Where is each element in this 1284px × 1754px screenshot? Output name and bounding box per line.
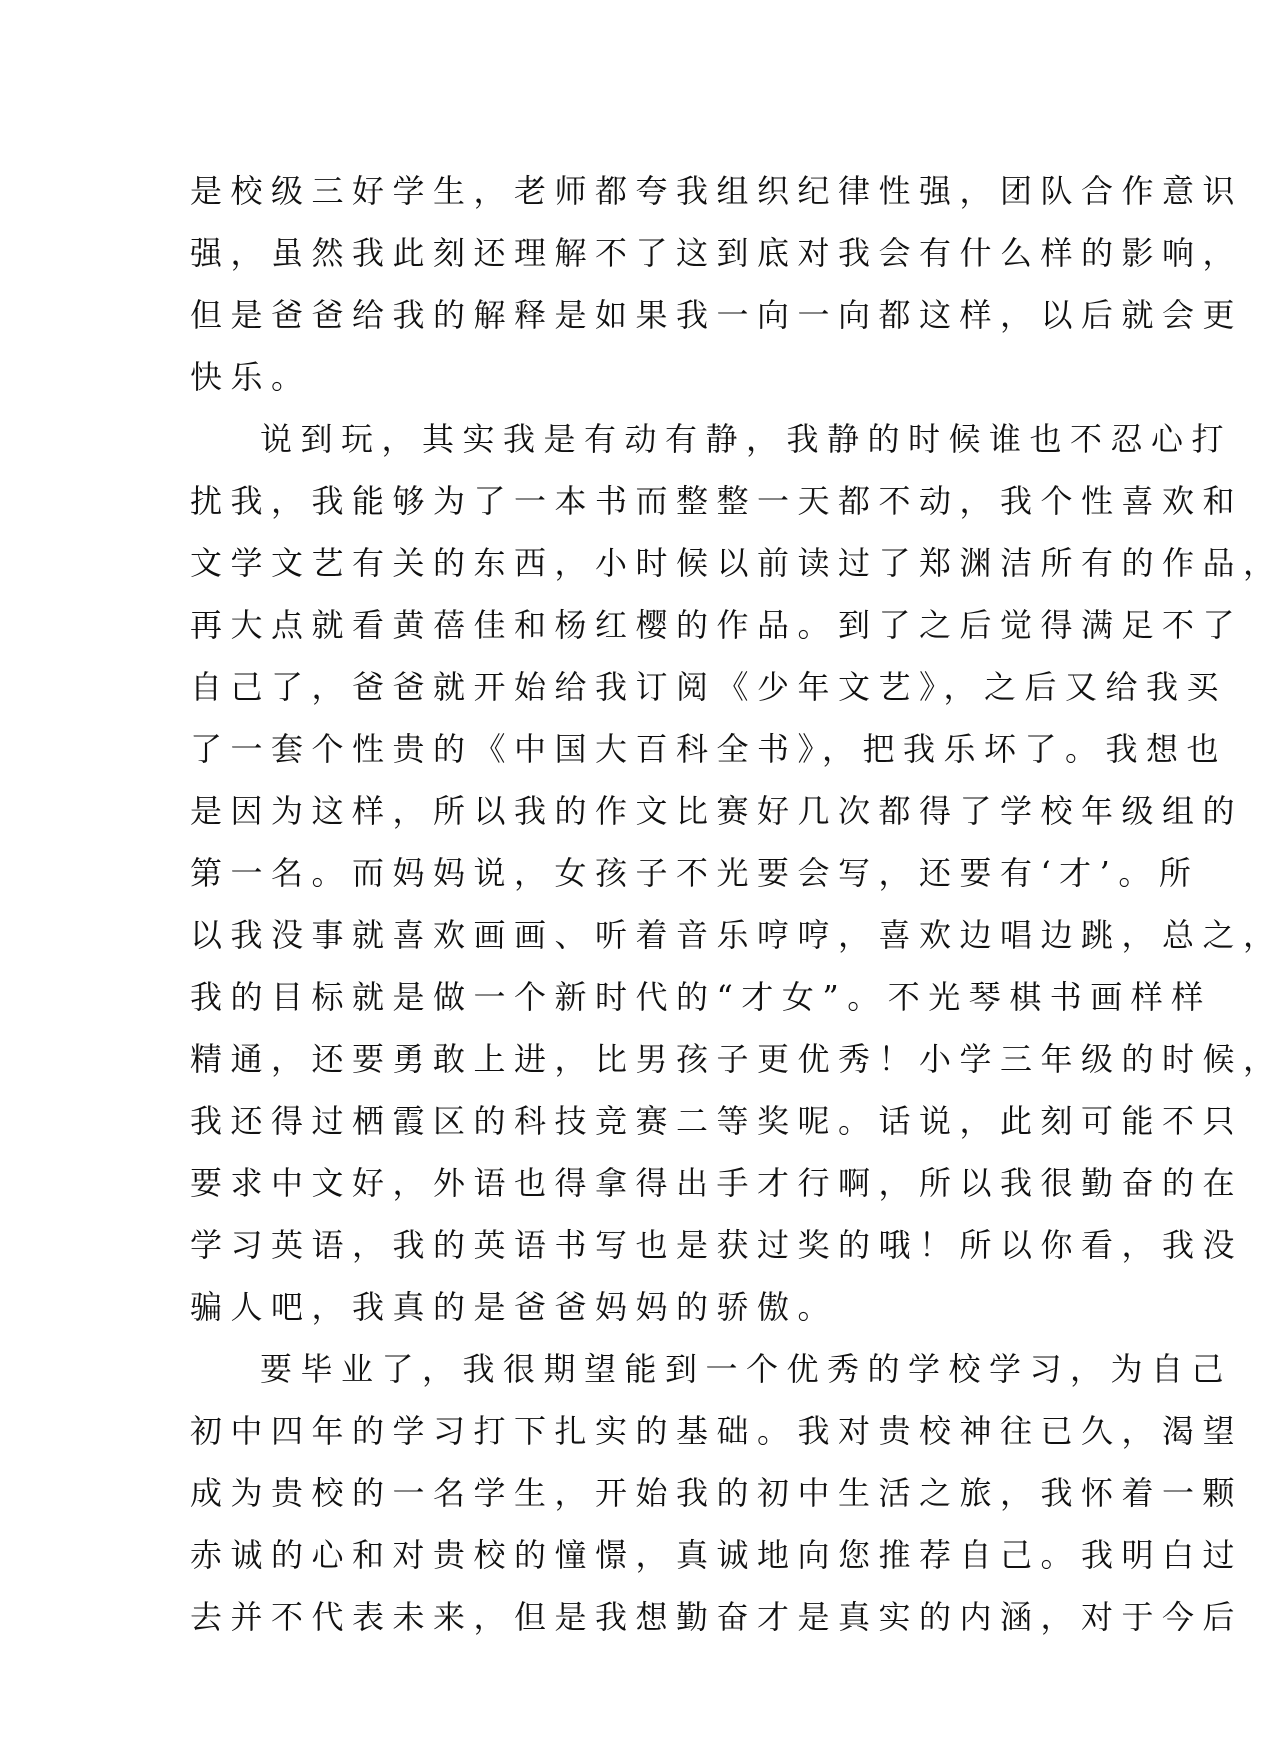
text-line: 说到玩，其实我是有动有静，我静的时候谁也不忍心打 [260, 420, 1233, 458]
text-line: 要毕业了，我很期望能到一个优秀的学校学习，为自己 [260, 1350, 1233, 1388]
text-line: 是校级三好学生，老师都夸我组织纪律性强，团队合作意识 [190, 172, 1244, 210]
text-line: 精通，还要勇敢上进，比男孩子更优秀！小学三年级的时候， [190, 1040, 1284, 1078]
text-line: 赤诚的心和对贵校的憧憬，真诚地向您推荐自己。我明白过 [190, 1536, 1244, 1574]
text-line: 文学文艺有关的东西，小时候以前读过了郑渊洁所有的作品， [190, 544, 1284, 582]
text-line: 骗人吧，我真的是爸爸妈妈的骄傲。 [190, 1288, 839, 1326]
text-line: 扰我，我能够为了一本书而整整一天都不动，我个性喜欢和 [190, 482, 1244, 520]
text-line: 了一套个性贵的《中国大百科全书》，把我乐坏了。我想也 [190, 730, 1228, 768]
text-line: 第一名。而妈妈说，女孩子不光要会写，还要有‘才’。所 [190, 854, 1200, 892]
paragraph-1 [190, 160, 1244, 408]
text-line: 初中四年的学习打下扎实的基础。我对贵校神往已久，渴望 [190, 1412, 1244, 1450]
text-line: 成为贵校的一名学生，开始我的初中生活之旅，我怀着一颗 [190, 1474, 1244, 1512]
text-line: 再大点就看黄蓓佳和杨红樱的作品。到了之后觉得满足不了 [190, 606, 1244, 644]
text-line: 自己了，爸爸就开始给我订阅《少年文艺》，之后又给我买 [190, 668, 1228, 706]
document-body [190, 160, 1284, 1648]
text-line: 强，虽然我此刻还理解不了这到底对我会有什么样的影响， [190, 234, 1244, 272]
paragraph-3 [190, 1338, 1244, 1648]
text-line: 但是爸爸给我的解释是如果我一向一向都这样，以后就会更 [190, 296, 1244, 334]
text-line: 要求中文好，外语也得拿得出手才行啊，所以我很勤奋的在 [190, 1164, 1244, 1202]
text-line: 是因为这样，所以我的作文比赛好几次都得了学校年级组的 [190, 792, 1244, 830]
text-line: 以我没事就喜欢画画、听着音乐哼哼，喜欢边唱边跳，总之， [190, 916, 1284, 954]
paragraph-2 [190, 408, 1284, 1338]
text-line: 学习英语，我的英语书写也是获过奖的哦！所以你看，我没 [190, 1226, 1244, 1264]
text-line: 我的目标就是做一个新时代的“才女”。不光琴棋书画样样 [190, 978, 1212, 1016]
text-line: 我还得过栖霞区的科技竞赛二等奖呢。话说，此刻可能不只 [190, 1102, 1244, 1140]
text-line: 去并不代表未来，但是我想勤奋才是真实的内涵，对于今后 [190, 1598, 1244, 1636]
text-line: 快乐。 [190, 358, 312, 396]
